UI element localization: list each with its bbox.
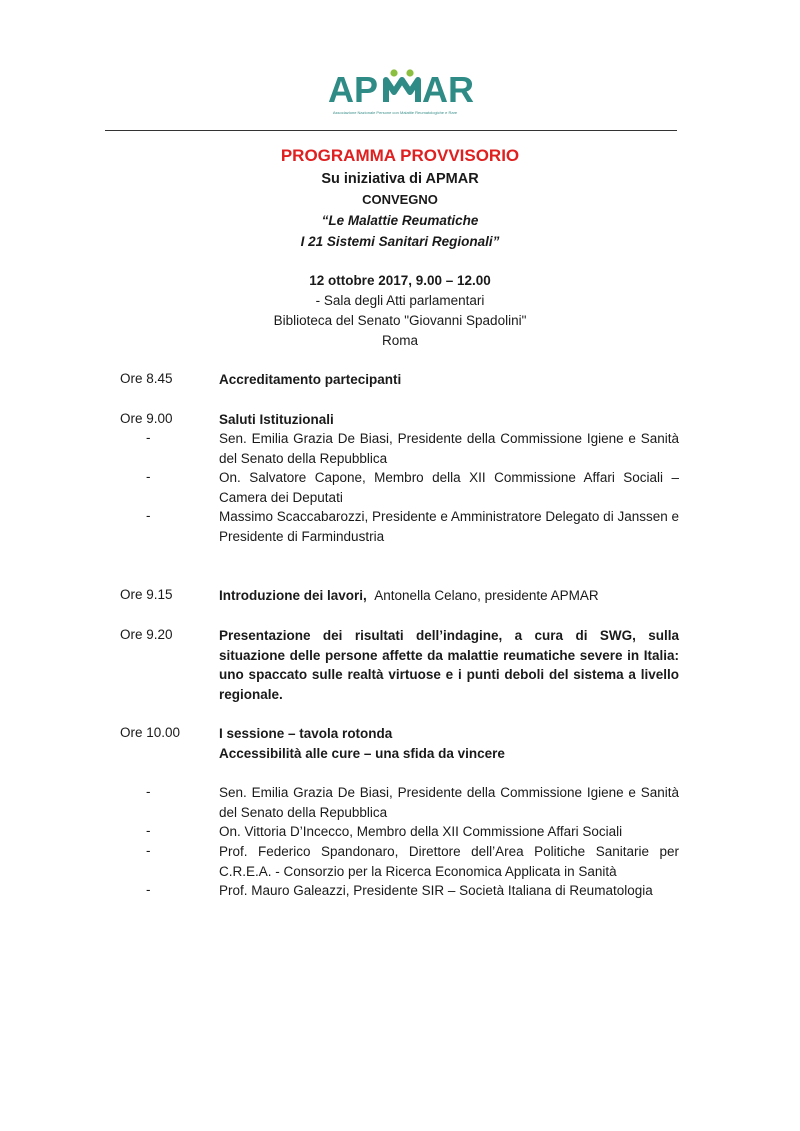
bullet-dash: - xyxy=(146,469,151,484)
header-divider xyxy=(105,130,677,131)
agenda-speaker: Antonella Celano, presidente APMAR xyxy=(374,588,599,603)
bullet-dash: - xyxy=(146,508,151,523)
venue-room: - Sala degli Atti parlamentari xyxy=(315,293,485,308)
bullet-dash: - xyxy=(146,823,151,838)
speaker-item: Sen. Emilia Grazia De Biasi, Presidente della Commissione Igiene e Sanità del Senato della Repubblica xyxy=(219,431,679,466)
agenda-subtitle: Accessibilità alle cure – una sfida da vincere xyxy=(219,746,505,761)
speaker-item: Sen. Emilia Grazia De Biasi, Presidente della Commissione Igiene e Sanità del Senato della Repubblica xyxy=(219,785,679,820)
logo-tagline: Associazione Nazionale Persone con Malattie Reumatologiche e Rare xyxy=(332,110,458,115)
svg-text:AR: AR xyxy=(422,69,474,110)
agenda-title: Introduzione dei lavori, xyxy=(219,588,367,603)
agenda-title: Saluti Istituzionali xyxy=(219,412,334,427)
speaker-item: On. Vittoria D’Incecco, Membro della XII Commissione Affari Sociali xyxy=(219,824,623,839)
speaker-item: Prof. Mauro Galeazzi, Presidente SIR – Società Italiana di Reumatologia xyxy=(219,883,653,898)
svg-text:AP: AP xyxy=(328,69,379,110)
event-type: CONVEGNO xyxy=(362,192,438,207)
bullet-dash: - xyxy=(146,430,151,445)
agenda-title: I sessione – tavola rotonda xyxy=(219,726,393,741)
event-title-line2: I 21 Sistemi Sanitari Regionali” xyxy=(300,234,500,249)
agenda-time: Ore 10.00 xyxy=(120,725,181,740)
speaker-item: Massimo Scaccabarozzi, Presidente e Amministratore Delegato di Janssen e Presidente di Farmindustria xyxy=(219,509,679,544)
apmar-logo-mark xyxy=(328,66,474,126)
agenda-title: Accreditamento partecipanti xyxy=(219,372,402,387)
speaker-item: Prof. Federico Spandonaro, Direttore dell’Area Politiche Sanitarie per C.R.E.A. - Consorzio per la Ricerca Economica Applicata in Sanità xyxy=(219,844,679,879)
speaker-item: On. Salvatore Capone, Membro della XII Commissione Affari Sociali – Camera dei Deputati xyxy=(219,470,679,505)
agenda-time: Ore 9.00 xyxy=(120,411,173,426)
agenda-title: Presentazione dei risultati dell’indagine, a cura di SWG, sulla situazione delle persone affette da malattie reumatiche severe in Italia: uno spaccato sulle realtà virtuose e i punti deboli del sistema a livello regionale. xyxy=(219,628,679,702)
initiative-line: Su iniziativa di APMAR xyxy=(321,171,479,187)
bullet-dash: - xyxy=(146,882,151,897)
document-title: PROGRAMMA PROVVISORIO xyxy=(280,146,520,165)
venue-city: Roma xyxy=(381,333,418,348)
event-date: 12 ottobre 2017, 9.00 – 12.00 xyxy=(309,273,491,288)
agenda-time: Ore 9.15 xyxy=(120,587,173,602)
agenda-time: Ore 8.45 xyxy=(120,371,173,386)
agenda-time: Ore 9.20 xyxy=(120,627,173,642)
agenda-entry xyxy=(219,586,679,606)
event-title-line1: “Le Malattie Reumatiche xyxy=(321,213,479,228)
bullet-dash: - xyxy=(146,843,151,858)
bullet-dash: - xyxy=(146,784,151,799)
apmar-logo xyxy=(328,66,474,130)
venue-building: Biblioteca del Senato "Giovanni Spadolini" xyxy=(273,313,527,328)
